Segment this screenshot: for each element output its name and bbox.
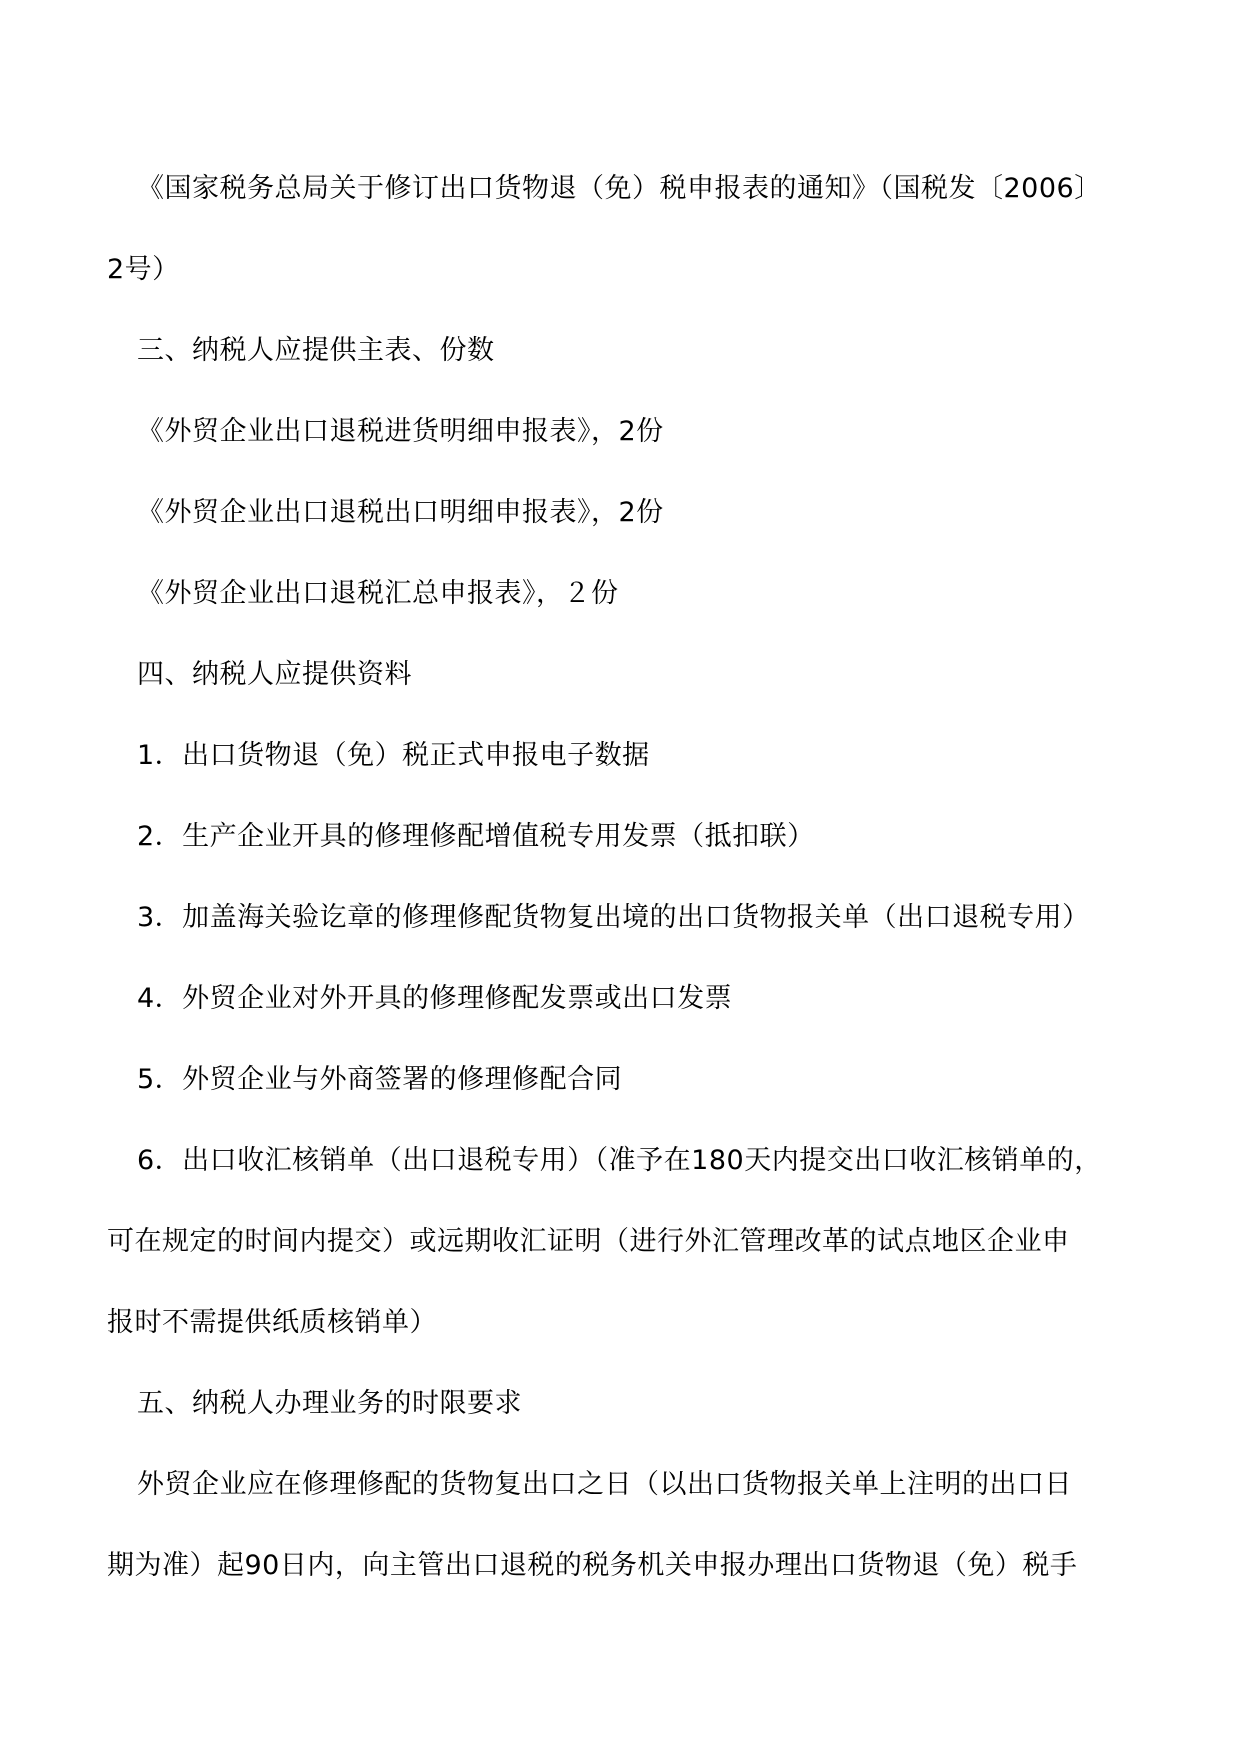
form-item-summary: 《外贸企业出口退税汇总申报表》，２份 <box>137 578 619 609</box>
regulation-reference-continuation: 2号） <box>107 254 180 285</box>
form-item-export-detail: 《外贸企业出口退税出口明细申报表》，2份 <box>137 497 664 528</box>
section-heading-deadline: 五、纳税人办理业务的时限要求 <box>137 1388 522 1419</box>
regulation-reference-line: 《国家税务总局关于修订出口货物退（免）税申报表的通知》（国税发〔2006〕 <box>137 173 1102 204</box>
form-item-purchase-detail: 《外贸企业出口退税进货明细申报表》，2份 <box>137 416 664 447</box>
deadline-paragraph-line-1: 外贸企业应在修理修配的货物复出口之日（以出口货物报关单上注明的出口日 <box>137 1469 1072 1500</box>
material-item-6-continuation-2: 报时不需提供纸质核销单） <box>107 1307 437 1338</box>
material-item-6: 6．出口收汇核销单（出口退税专用）（准予在180天内提交出口收汇核销单的， <box>137 1145 1102 1176</box>
section-heading-main-forms: 三、纳税人应提供主表、份数 <box>137 335 495 366</box>
material-item-6-continuation-1: 可在规定的时间内提交）或远期收汇证明（进行外汇管理改革的试点地区企业申 <box>107 1226 1070 1257</box>
deadline-paragraph-line-2: 期为准）起90日内，向主管出口退税的税务机关申报办理出口货物退（免）税手 <box>107 1550 1078 1581</box>
section-heading-materials: 四、纳税人应提供资料 <box>137 659 412 690</box>
material-item-1: 1．出口货物退（免）税正式申报电子数据 <box>137 740 650 771</box>
material-item-3: 3．加盖海关验讫章的修理修配货物复出境的出口货物报关单（出口退税专用） <box>137 902 1090 933</box>
material-item-4: 4．外贸企业对外开具的修理修配发票或出口发票 <box>137 983 733 1014</box>
material-item-2: 2．生产企业开具的修理修配增值税专用发票（抵扣联） <box>137 821 815 852</box>
material-item-5: 5．外贸企业与外商签署的修理修配合同 <box>137 1064 623 1095</box>
